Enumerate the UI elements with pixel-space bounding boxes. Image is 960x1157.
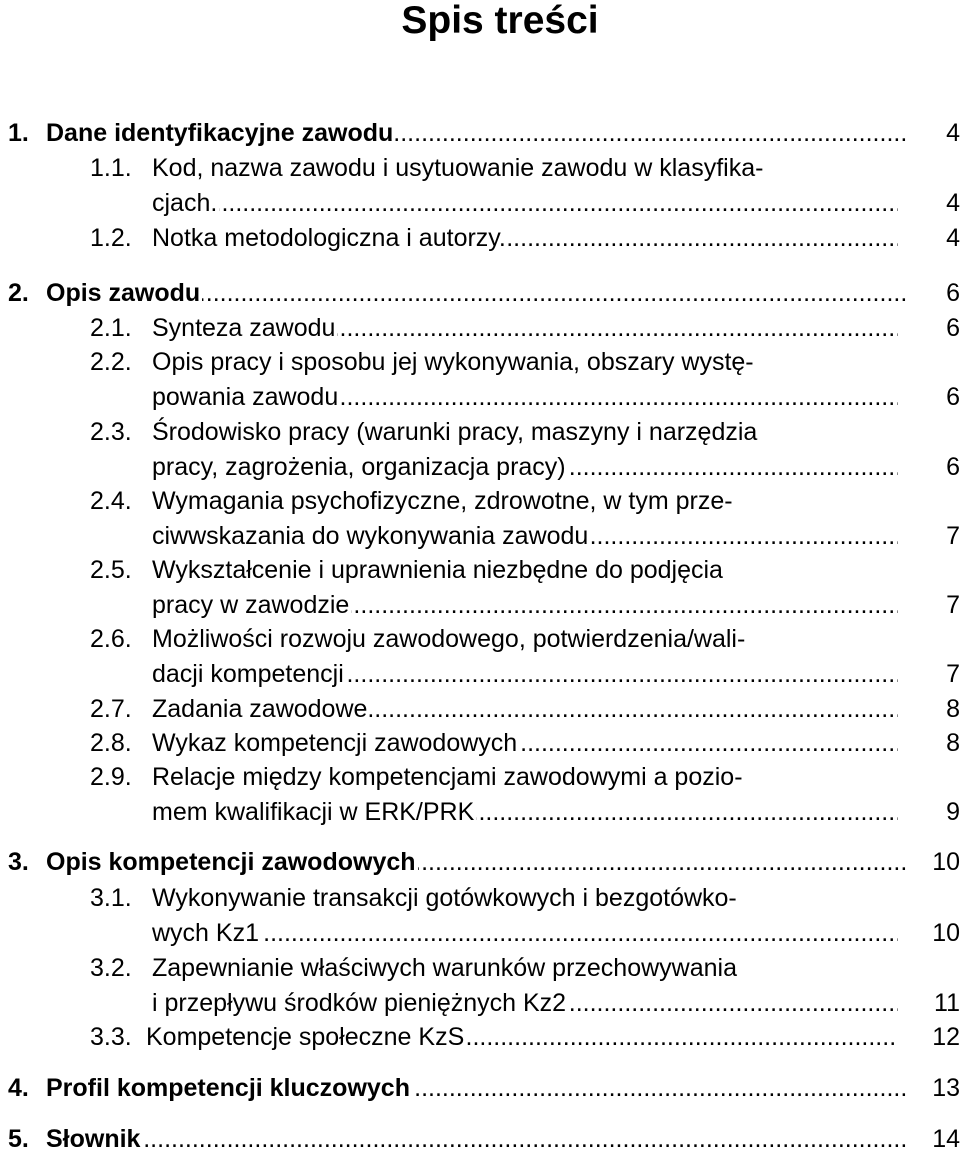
toc-number: 2.1. — [90, 314, 132, 342]
toc-page: 13 — [932, 1074, 960, 1102]
toc-title-line1: Opis pracy i sposobu jej wykonywania, obszary wystę- — [152, 348, 754, 376]
toc-number: 1.1. — [90, 154, 132, 182]
toc-page: 11 — [934, 989, 960, 1017]
toc-title: Dane identyfikacyjne zawodu — [46, 119, 394, 147]
toc-number: 3.1. — [90, 884, 132, 912]
toc-page: 12 — [932, 1023, 960, 1051]
toc-page: 4 — [946, 189, 960, 217]
toc-number: 4. — [8, 1074, 29, 1102]
toc-page: 6 — [946, 453, 960, 481]
toc-title: Notka metodologiczna i autorzy. — [152, 224, 506, 252]
toc-title: Słownik — [46, 1125, 141, 1153]
toc-entry-2-9[interactable] — [90, 762, 960, 826]
toc-page: 6 — [946, 279, 960, 307]
toc-page: 9 — [946, 798, 960, 826]
toc-number: 2.3. — [90, 418, 132, 446]
toc-title-line1: Możliwości rozwoju zawodowego, potwierdzenia/wali- — [152, 625, 746, 653]
toc-title-line2: cjach. — [152, 189, 218, 217]
toc-entry-2-3[interactable] — [90, 417, 960, 481]
toc-title-line2: wych Kz1 — [152, 919, 259, 947]
toc-title: Kompetencje społeczne KzS — [146, 1023, 465, 1051]
toc-page: 8 — [946, 729, 960, 757]
toc-number: 3.3. — [90, 1023, 132, 1051]
toc-entry-2-1[interactable] — [90, 313, 960, 343]
toc-entry-3-2[interactable] — [90, 953, 960, 1017]
toc-page: 6 — [946, 383, 960, 411]
toc-page: 7 — [946, 660, 960, 688]
toc-title-line1: Wykształcenie i uprawnienia niezbędne do podjęcia — [152, 556, 723, 584]
toc-entry-3-1[interactable] — [90, 883, 960, 947]
toc-entry-2-5[interactable] — [90, 555, 960, 619]
toc-page: 10 — [932, 919, 960, 947]
toc-number: 2.4. — [90, 487, 132, 515]
toc-page: 4 — [946, 119, 960, 147]
toc-title: Opis kompetencji zawodowych — [46, 848, 416, 876]
toc-title-line1: Relacje między kompetencjami zawodowymi a pozio- — [152, 763, 743, 791]
toc-number: 2. — [8, 279, 29, 307]
toc-number: 2.7. — [90, 695, 132, 723]
toc-entry-2[interactable] — [8, 278, 960, 308]
toc-title-line1: Wymagania psychofizyczne, zdrowotne, w tym prze- — [152, 487, 733, 515]
toc-number: 3. — [8, 848, 29, 876]
toc-title-line2: dacji kompetencji — [152, 660, 344, 688]
toc-entry-2-7[interactable] — [90, 694, 960, 724]
toc-page: 6 — [946, 314, 960, 342]
toc-entry-2-8[interactable] — [90, 728, 960, 758]
toc-title-line1: Wykonywanie transakcji gotówkowych i bezgotówko- — [152, 884, 737, 912]
toc-number: 1.2. — [90, 224, 132, 252]
toc-title-line2: mem kwalifikacji w ERK/PRK — [152, 798, 475, 826]
toc-title-line2: pracy, zagrożenia, organizacja pracy) — [152, 453, 566, 481]
toc-entry-1-2[interactable] — [90, 223, 960, 253]
toc-number: 2.6. — [90, 625, 132, 653]
toc-entry-3[interactable] — [8, 847, 960, 877]
toc-page: 7 — [946, 522, 960, 550]
toc-title-line1: Zapewnianie właściwych warunków przechowywania — [152, 954, 737, 982]
toc-entry-4[interactable] — [8, 1073, 960, 1103]
toc-entry-2-4[interactable] — [90, 486, 960, 550]
toc-title: Zadania zawodowe — [152, 695, 368, 723]
toc-number: 1. — [8, 119, 29, 147]
toc-number: 3.2. — [90, 954, 132, 982]
toc-title-line2: pracy w zawodzie — [152, 591, 350, 619]
toc-entry-2-6[interactable] — [90, 624, 960, 688]
toc-page: 8 — [946, 695, 960, 723]
toc-page: 14 — [932, 1125, 960, 1153]
toc-title: Wykaz kompetencji zawodowych — [152, 729, 518, 757]
toc-title-line2: powania zawodu — [152, 383, 339, 411]
toc-entry-1-1[interactable] — [90, 153, 960, 217]
toc-number: 2.5. — [90, 556, 132, 584]
toc-page: 10 — [932, 848, 960, 876]
toc-title-line2: ciwwskazania do wykonywania zawodu — [152, 522, 589, 550]
toc-entry-1[interactable] — [8, 118, 960, 148]
toc-entry-5[interactable] — [8, 1124, 960, 1154]
toc-title: Opis zawodu — [46, 279, 201, 307]
toc-number: 2.9. — [90, 763, 132, 791]
toc-title-line1: Kod, nazwa zawodu i usytuowanie zawodu w klasyfika- — [152, 154, 764, 182]
toc-entry-2-2[interactable] — [90, 347, 960, 411]
page-title: Spis treści — [401, 0, 599, 42]
toc-number: 2.2. — [90, 348, 132, 376]
toc-page: 7 — [946, 591, 960, 619]
toc-title-line2: i przepływu środków pieniężnych Kz2 — [152, 989, 567, 1017]
toc-page: 4 — [946, 224, 960, 252]
toc-entry-3-3[interactable] — [90, 1022, 960, 1052]
toc-title-line1: Środowisko pracy (warunki pracy, maszyny i narzędzia — [152, 418, 758, 446]
toc-number: 5. — [8, 1125, 29, 1153]
toc-title: Profil kompetencji kluczowych — [46, 1074, 410, 1102]
toc-number: 2.8. — [90, 729, 132, 757]
toc-title: Synteza zawodu — [152, 314, 336, 342]
